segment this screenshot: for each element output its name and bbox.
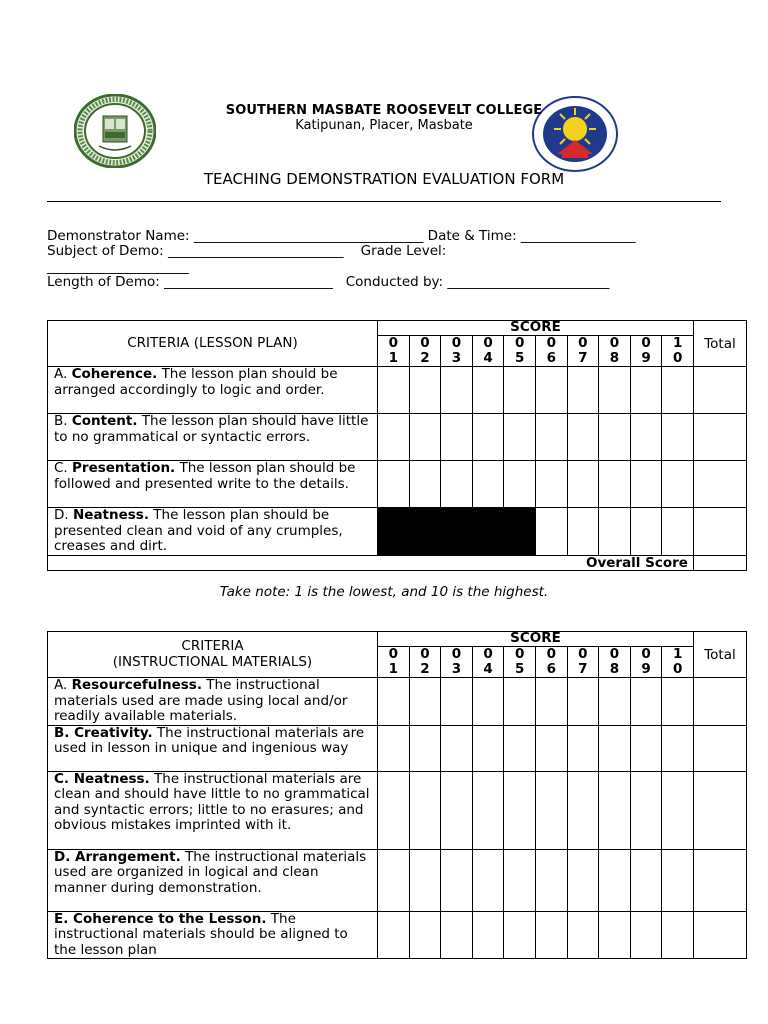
criteria-row: [48, 911, 747, 959]
score-cell[interactable]: [378, 367, 410, 414]
score-column-7: 0 7: [567, 647, 599, 678]
score-cell[interactable]: [630, 771, 662, 849]
lesson-plan-criteria-header: CRITERIA (LESSON PLAN): [48, 321, 378, 367]
total-cell[interactable]: [693, 414, 746, 461]
score-column-9: 0 9: [630, 336, 662, 367]
score-cell[interactable]: [662, 771, 694, 849]
score-cell[interactable]: [535, 414, 567, 461]
score-cell[interactable]: [630, 911, 662, 959]
score-cell[interactable]: [567, 771, 599, 849]
score-cell[interactable]: [441, 725, 473, 771]
score-cell[interactable]: [441, 771, 473, 849]
score-cell[interactable]: [441, 367, 473, 414]
score-cell[interactable]: [599, 771, 631, 849]
score-cell[interactable]: [472, 461, 504, 508]
score-column-4: 0 4: [472, 647, 504, 678]
overall-score-row: [48, 555, 747, 570]
score-cell[interactable]: [409, 367, 441, 414]
score-cell[interactable]: [535, 508, 567, 556]
total-cell[interactable]: [693, 911, 746, 959]
score-cell[interactable]: [378, 771, 410, 849]
score-column-2: 0 2: [409, 647, 441, 678]
score-cell[interactable]: [567, 911, 599, 959]
score-cell[interactable]: [535, 911, 567, 959]
score-cell[interactable]: [567, 508, 599, 556]
score-cell[interactable]: [472, 678, 504, 726]
score-cell[interactable]: [630, 461, 662, 508]
score-cell[interactable]: [567, 849, 599, 911]
criteria-row: [48, 414, 747, 461]
score-column-6: 0 6: [535, 647, 567, 678]
score-cell[interactable]: [441, 678, 473, 726]
score-cell[interactable]: [567, 367, 599, 414]
criteria-row: [48, 508, 747, 556]
score-cell[interactable]: [378, 678, 410, 726]
score-cell[interactable]: [662, 911, 694, 959]
score-cell[interactable]: [599, 725, 631, 771]
score-cell[interactable]: [599, 367, 631, 414]
score-cell[interactable]: [662, 849, 694, 911]
score-cell[interactable]: [409, 911, 441, 959]
criteria-row: [48, 461, 747, 508]
score-column-8: 0 8: [599, 647, 631, 678]
criteria-row: [48, 678, 747, 726]
score-cell[interactable]: [472, 849, 504, 911]
criteria-text: C. Presentation. The lesson plan should be followed and presented write to the details.: [48, 461, 378, 508]
score-cell[interactable]: [378, 461, 410, 508]
score-cell[interactable]: [567, 414, 599, 461]
total-header: Total: [693, 321, 746, 367]
score-cell[interactable]: [662, 678, 694, 726]
score-cell[interactable]: [378, 725, 410, 771]
score-cell[interactable]: [472, 414, 504, 461]
score-cell[interactable]: [567, 678, 599, 726]
total-header: Total: [693, 632, 746, 678]
score-cell[interactable]: [630, 508, 662, 556]
score-cell[interactable]: [409, 414, 441, 461]
score-cell[interactable]: [409, 678, 441, 726]
score-cell[interactable]: [378, 849, 410, 911]
criteria-row: [48, 367, 747, 414]
score-cell[interactable]: [630, 367, 662, 414]
score-cell[interactable]: [630, 725, 662, 771]
form-title: TEACHING DEMONSTRATION EVALUATION FORM: [203, 170, 565, 188]
score-cell[interactable]: [599, 911, 631, 959]
criteria-text: A. Resourcefulness. The instructional materials used are made using local and/or readily available materials.: [48, 678, 378, 726]
score-cell[interactable]: [441, 414, 473, 461]
redacted-score-cells: [378, 508, 536, 556]
score-cell[interactable]: [662, 414, 694, 461]
score-cell[interactable]: [409, 849, 441, 911]
score-header: SCORE: [378, 632, 694, 647]
score-cell[interactable]: [535, 367, 567, 414]
score-column-4: 0 4: [472, 336, 504, 367]
score-cell[interactable]: [441, 911, 473, 959]
score-column-6: 0 6: [535, 336, 567, 367]
score-column-1: 0 1: [378, 336, 410, 367]
score-cell[interactable]: [504, 414, 536, 461]
score-cell[interactable]: [504, 911, 536, 959]
score-column-10: 1 0: [662, 336, 694, 367]
college-name: SOUTHERN MASBATE ROOSEVELT COLLEGE: [225, 103, 543, 118]
score-column-3: 0 3: [441, 647, 473, 678]
score-cell[interactable]: [504, 367, 536, 414]
score-cell[interactable]: [630, 678, 662, 726]
overall-score-cell[interactable]: [693, 555, 746, 570]
score-cell[interactable]: [504, 771, 536, 849]
score-cell[interactable]: [535, 461, 567, 508]
total-cell[interactable]: [693, 461, 746, 508]
score-cell[interactable]: [441, 461, 473, 508]
criteria-row: [48, 771, 747, 849]
criteria-text: C. Neatness. The instructional materials are clean and should have little to no grammatical and syntactic errors; little to no erasures; and obvious mistakes imprinted with it.: [48, 771, 378, 849]
score-cell[interactable]: [599, 678, 631, 726]
criteria-text: D. Arrangement. The instructional materials used are organized in logical and clean manner during demonstration.: [48, 849, 378, 911]
score-cell[interactable]: [630, 849, 662, 911]
criteria-text: D. Neatness. The lesson plan should be presented clean and void of any crumples, creases and dirt.: [48, 508, 378, 556]
score-cell[interactable]: [472, 367, 504, 414]
info-grade-blank-line: _____________________: [47, 259, 189, 275]
total-cell[interactable]: [693, 771, 746, 849]
score-column-3: 0 3: [441, 336, 473, 367]
score-cell[interactable]: [472, 725, 504, 771]
score-cell[interactable]: [630, 414, 662, 461]
criteria-text: E. Coherence to the Lesson. The instructional materials should be aligned to the lesson plan: [48, 911, 378, 959]
score-cell[interactable]: [535, 849, 567, 911]
score-cell[interactable]: [472, 771, 504, 849]
score-column-1: 0 1: [378, 647, 410, 678]
score-column-8: 0 8: [599, 336, 631, 367]
criteria-text: A. Coherence. The lesson plan should be arranged accordingly to logic and order.: [48, 367, 378, 414]
criteria-text: B. Creativity. The instructional materials are used in lesson in unique and ingenious way: [48, 725, 378, 771]
total-cell[interactable]: [693, 678, 746, 726]
score-cell[interactable]: [409, 771, 441, 849]
score-cell[interactable]: [599, 414, 631, 461]
score-cell[interactable]: [441, 849, 473, 911]
score-cell[interactable]: [662, 461, 694, 508]
score-cell[interactable]: [378, 414, 410, 461]
score-cell[interactable]: [662, 367, 694, 414]
criteria-row: [48, 725, 747, 771]
lesson-plan-table: [47, 320, 747, 571]
score-cell[interactable]: [409, 461, 441, 508]
info-demonstrator-date-line: Demonstrator Name: __________________________________ Date & Time: _________________: [47, 228, 636, 244]
score-cell[interactable]: [662, 725, 694, 771]
score-column-2: 0 2: [409, 336, 441, 367]
college-address: Katipunan, Placer, Masbate: [295, 118, 473, 133]
title-divider: [47, 201, 721, 202]
total-cell[interactable]: [693, 849, 746, 911]
score-cell[interactable]: [662, 508, 694, 556]
score-cell[interactable]: [504, 725, 536, 771]
score-cell[interactable]: [504, 461, 536, 508]
total-cell[interactable]: [693, 508, 746, 556]
info-subject-grade-line: Subject of Demo: __________________________ Grade Level:: [47, 243, 447, 259]
total-cell[interactable]: [693, 367, 746, 414]
score-cell[interactable]: [599, 508, 631, 556]
criteria-text: B. Content. The lesson plan should have little to no grammatical or syntactic errors.: [48, 414, 378, 461]
score-cell[interactable]: [535, 771, 567, 849]
instructional-materials-table: [47, 631, 747, 959]
score-cell[interactable]: [409, 725, 441, 771]
score-column-10: 1 0: [662, 647, 694, 678]
score-cell[interactable]: [504, 678, 536, 726]
score-column-5: 0 5: [504, 647, 536, 678]
score-cell[interactable]: [599, 849, 631, 911]
score-cell[interactable]: [599, 461, 631, 508]
criteria-row: [48, 849, 747, 911]
score-column-9: 0 9: [630, 647, 662, 678]
score-cell[interactable]: [567, 461, 599, 508]
score-cell[interactable]: [567, 725, 599, 771]
info-length-conducted-line: Length of Demo: _________________________ Conducted by: ________________________: [47, 274, 610, 290]
score-cell[interactable]: [535, 725, 567, 771]
score-cell[interactable]: [378, 911, 410, 959]
total-cell[interactable]: [693, 725, 746, 771]
rating-note: Take note: 1 is the lowest, and 10 is the highest.: [219, 584, 549, 600]
score-cell[interactable]: [504, 849, 536, 911]
score-cell[interactable]: [472, 911, 504, 959]
instructional-materials-criteria-header: CRITERIA (INSTRUCTIONAL MATERIALS): [48, 632, 378, 678]
score-column-5: 0 5: [504, 336, 536, 367]
score-header: SCORE: [378, 321, 694, 336]
overall-score-label: Overall Score: [48, 555, 694, 570]
score-column-7: 0 7: [567, 336, 599, 367]
score-cell[interactable]: [535, 678, 567, 726]
